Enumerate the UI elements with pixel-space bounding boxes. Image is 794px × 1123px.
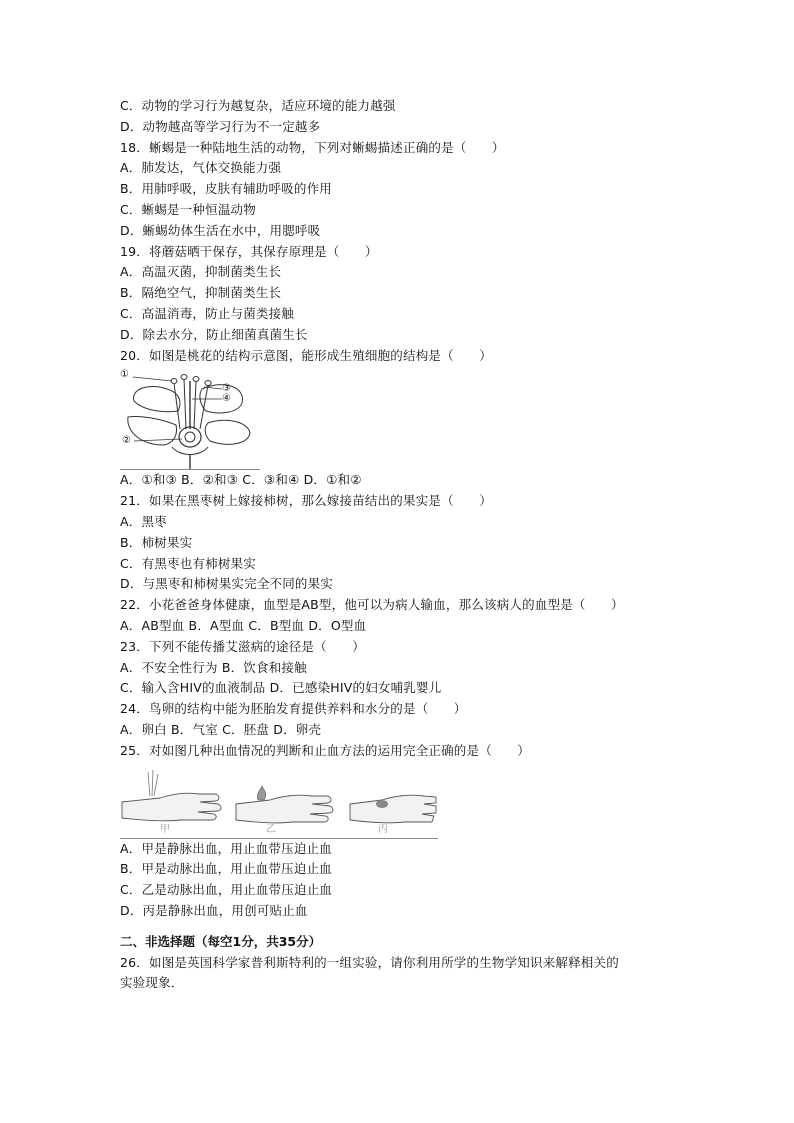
flower-label-1: ① (120, 369, 129, 381)
option-line: C．有黑枣也有柿树果实 (120, 555, 256, 571)
flower-label-4: ④ (222, 393, 231, 405)
question-24: 24．鸟卵的结构中能为胚胎发育提供养料和水分的是（ ） (120, 701, 467, 717)
option-line: D．除去水分，防止细菌真菌生长 (120, 326, 308, 342)
text-line: D．动物越高等学习行为不一定越多 (120, 118, 321, 134)
option-line: A．①和③ B．②和③ C．③和④ D．①和② (120, 472, 362, 488)
option-line: C．高温消毒，防止与菌类接触 (120, 305, 295, 321)
question-20: 20．如图是桃花的结构示意图，能形成生殖细胞的结构是（ ） (120, 347, 492, 363)
option-line: B．隔绝空气，抑制菌类生长 (120, 285, 282, 301)
flower-label-2: ② (122, 435, 131, 447)
question-block-25-options (120, 839, 680, 922)
option-line: B．甲是动脉出血，用止血带压迫止血 (120, 861, 332, 877)
question-18: 18．蜥蜴是一种陆地生活的动物，下列对蜥蜴描述正确的是（ ） (120, 139, 505, 155)
option-line: C．乙是动脉出血，用止血带压迫止血 (120, 882, 333, 898)
question-block-26 (120, 953, 680, 995)
flower-drawing (120, 369, 260, 469)
flower-label-3: ③ (222, 383, 231, 395)
option-line: B．用肺呼吸，皮肤有辅助呼吸的作用 (120, 181, 332, 197)
question-22: 22．小花爸爸身体健康，血型是AB型，他可以为病人输血，那么该病人的血型是（ ） (120, 597, 624, 613)
blood-label-jia: 甲 (160, 823, 170, 835)
option-line: D．丙是静脉出血，用创可贴止血 (120, 902, 308, 918)
peach-flower-diagram (120, 369, 260, 469)
option-line: A．肺发达，气体交换能力强 (120, 160, 282, 176)
option-line: A．AB型血 B．A型血 C．B型血 D．O型血 (120, 617, 367, 633)
question-block-20-25 (120, 470, 680, 761)
bleeding-diagram (120, 764, 438, 838)
option-line: A．卵白 B．气室 C．胚盘 D．卵壳 (120, 721, 322, 737)
blood-label-yi: 乙 (266, 823, 276, 835)
question-block-17-20 (120, 96, 680, 366)
option-line: A．不安全性行为 B．饮食和接触 (120, 659, 307, 675)
blood-label-bing: 丙 (378, 823, 388, 835)
option-line: A．高温灭菌，抑制菌类生长 (120, 264, 282, 280)
question-25: 25．对如图几种出血情况的判断和止血方法的运用完全正确的是（ ） (120, 742, 531, 758)
option-line: A．甲是静脉出血，用止血带压迫止血 (120, 840, 332, 856)
option-line: C．蜥蜴是一种恒温动物 (120, 201, 256, 217)
question-26: 26．如图是英国科学家普利斯特利的一组实验，请你利用所学的生物学知识来解释相关的 (120, 954, 619, 970)
text-line: 实验现象． (120, 975, 184, 991)
option-line: B．柿树果实 (120, 534, 193, 550)
option-line: D．蜥蜴幼体生活在水中，用腮呼吸 (120, 222, 321, 238)
option-line: A．黑枣 (120, 513, 167, 529)
option-line: C．输入含HIV的血液制品 D．已感染HIV的妇女哺乳婴儿 (120, 680, 442, 696)
exam-page-content (120, 96, 680, 994)
option-line: D．与黑枣和柿树果实完全不同的果实 (120, 576, 334, 592)
text-line: C．动物的学习行为越复杂，适应环境的能力越强 (120, 98, 396, 113)
question-21: 21．如果在黑枣树上嫁接柿树，那么嫁接苗结出的果实是（ ） (120, 493, 492, 509)
question-19: 19．将蘑菇晒干保存，其保存原理是（ ） (120, 243, 378, 259)
section-heading: 二、非选择题（每空1分，共35分） (120, 933, 322, 949)
question-23: 23．下列不能传播艾滋病的途径是（ ） (120, 638, 365, 654)
